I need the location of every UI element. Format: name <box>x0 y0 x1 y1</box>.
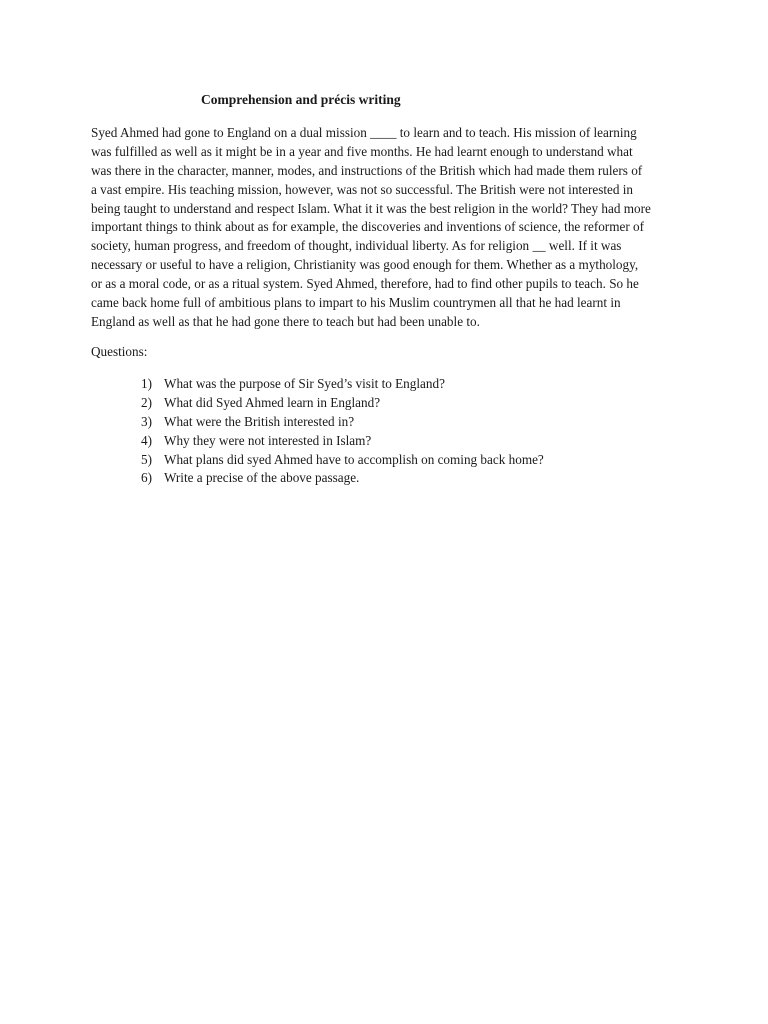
passage-line: came back home full of ambitious plans to impart to his Muslim countrymen all that he had learnt in <box>91 295 621 311</box>
question-text: Write a precise of the above passage. <box>164 470 360 486</box>
question-text: What were the British interested in? <box>164 413 355 429</box>
question-number: 5) <box>141 451 152 467</box>
passage-line: important things to think about as for example, the discoveries and inventions of science, the reformer of <box>91 219 644 235</box>
passage-line: was fulfilled as well as it might be in a year and five months. He had learnt enough to understand what <box>91 143 633 159</box>
passage-line: or as a moral code, or as a ritual system. Syed Ahmed, therefore, had to find other pupils to teach. So he <box>91 276 639 292</box>
question-number: 1) <box>141 376 152 391</box>
question-number: 4) <box>141 432 152 448</box>
passage-line: being taught to understand and respect Islam. What it it was the best religion in the world? They had more <box>91 200 651 216</box>
passage-line: England as well as that he had gone there to teach but had been unable to. <box>91 313 480 329</box>
passage-line: a vast empire. His teaching mission, however, was not so successful. The British were not interested in <box>91 181 633 197</box>
question-item <box>141 413 544 432</box>
question-number: 6) <box>141 470 152 486</box>
passage-line: was there in the character, manner, modes, and instructions of the British which had made them rulers of <box>91 162 643 178</box>
passage-line: necessary or useful to have a religion, Christianity was good enough for them. Whether as a mythology, <box>91 257 639 273</box>
questions-list <box>141 375 544 488</box>
page-title: Comprehension and précis writing <box>201 92 401 107</box>
passage-paragraph <box>91 124 681 332</box>
question-item <box>141 375 544 394</box>
passage-line: society, human progress, and freedom of thought, individual liberty. As for religion __ well. If it was <box>91 238 622 254</box>
question-item <box>141 432 544 451</box>
question-item <box>141 394 544 413</box>
question-item <box>141 469 544 488</box>
questions-heading: Questions: <box>91 344 148 359</box>
question-text: What did Syed Ahmed learn in England? <box>164 394 381 410</box>
question-number: 3) <box>141 413 152 429</box>
question-text: Why they were not interested in Islam? <box>164 432 372 448</box>
question-text: What plans did syed Ahmed have to accomplish on coming back home? <box>164 451 544 467</box>
passage-line: Syed Ahmed had gone to England on a dual mission ____ to learn and to teach. His mission of learning <box>91 125 637 140</box>
question-text: What was the purpose of Sir Syed’s visit to England? <box>164 376 445 391</box>
question-number: 2) <box>141 394 152 410</box>
question-item <box>141 451 544 470</box>
